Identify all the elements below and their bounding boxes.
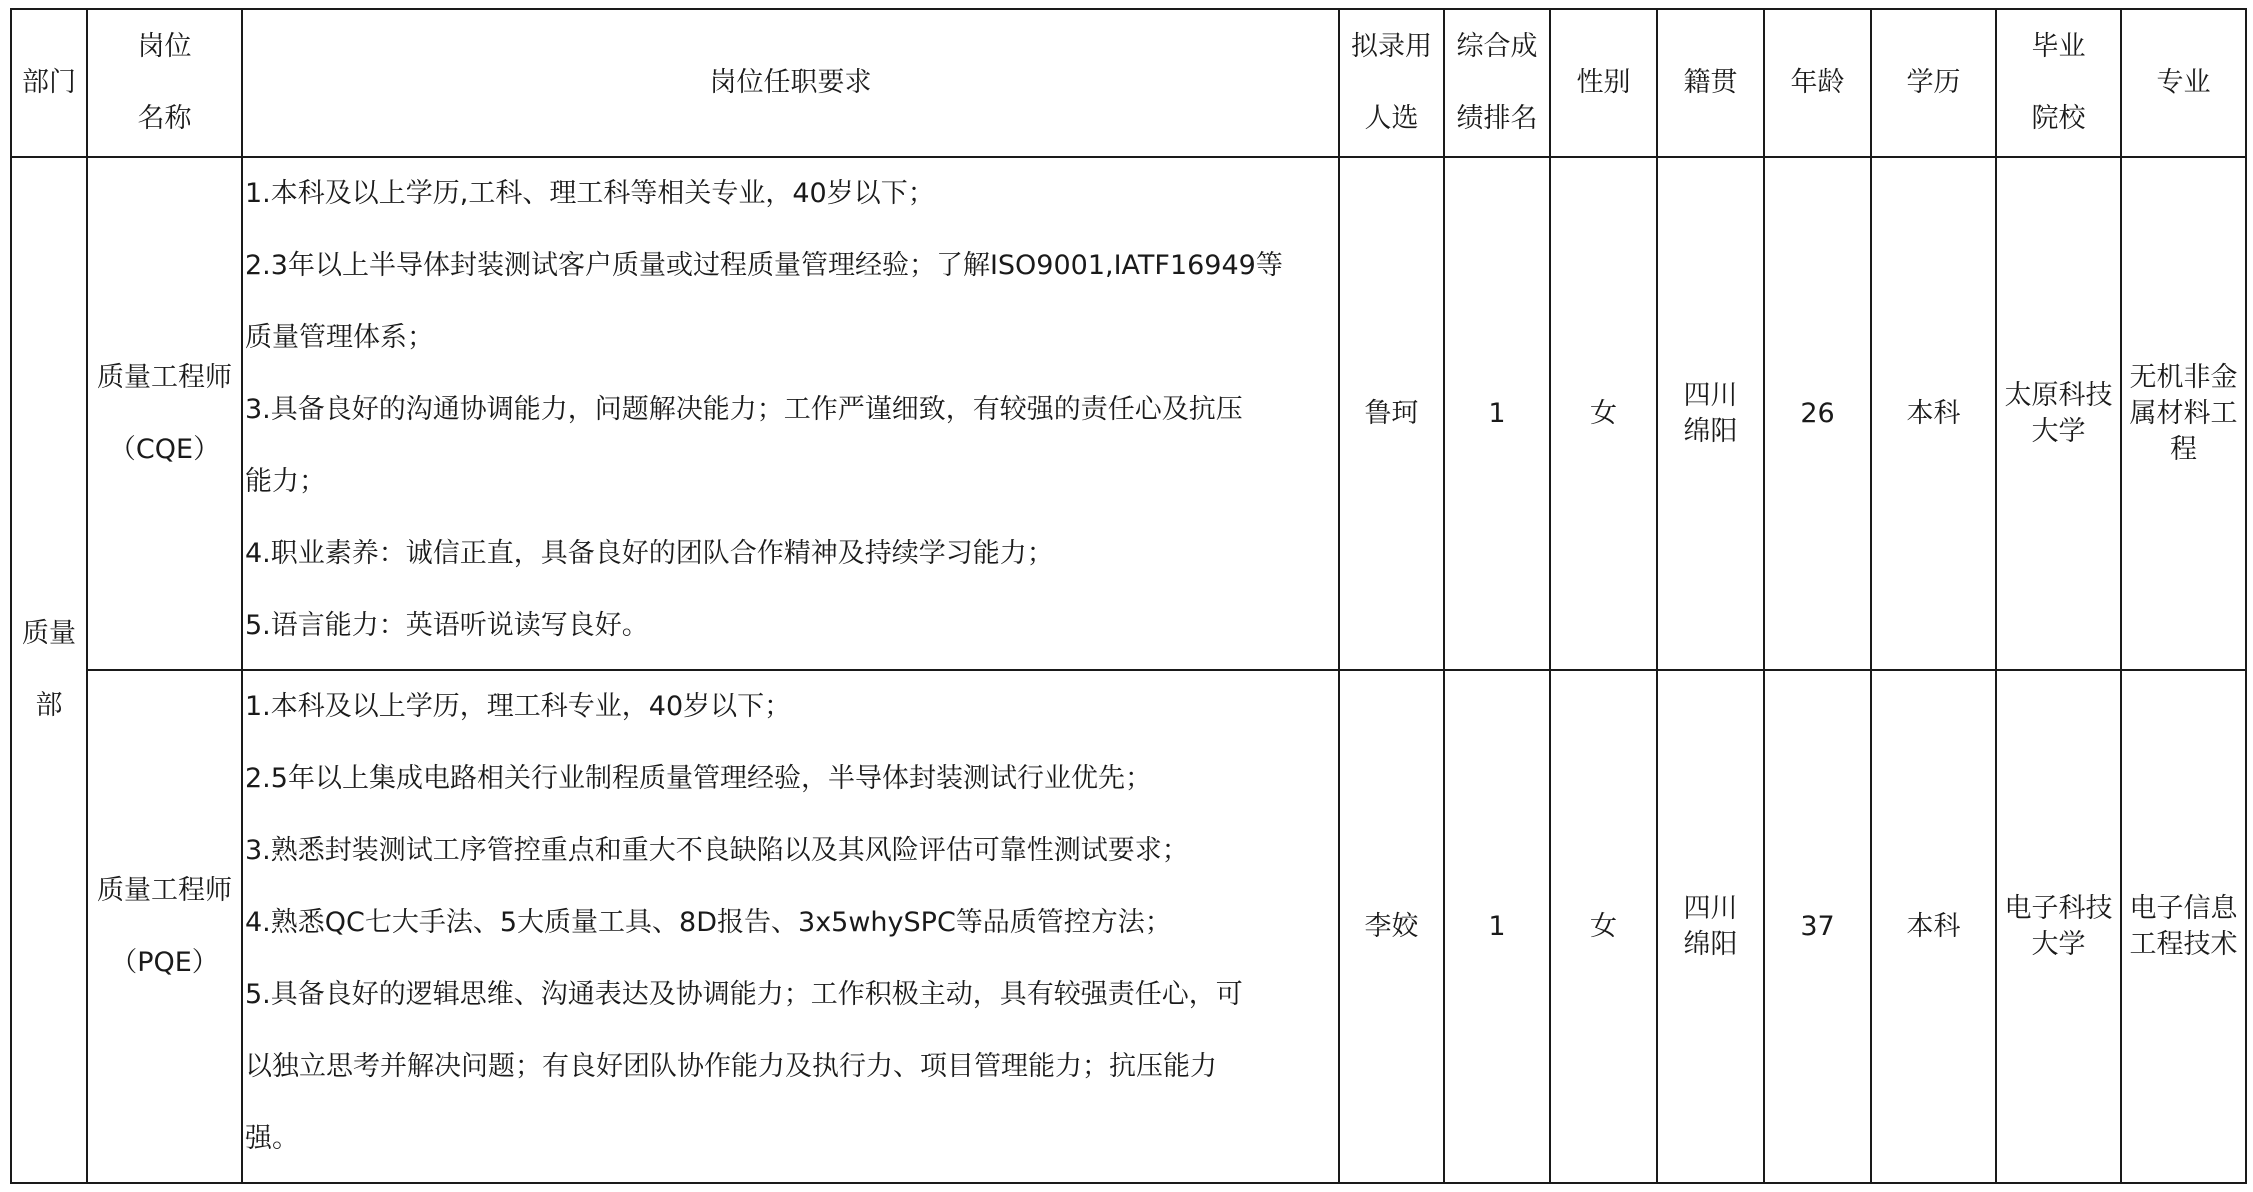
- age-cell: 37: [1764, 670, 1871, 1183]
- requirement-line: 强。: [245, 1123, 299, 1154]
- requirement-line: 质量管理体系；: [245, 322, 434, 353]
- department-cell: 质量 部: [11, 157, 87, 1183]
- requirement-line: 2.5年以上集成电路相关行业制程质量管理经验，半导体封装测试行业优先；: [245, 763, 1152, 794]
- header-major: 专业: [2121, 9, 2246, 157]
- position-cell: 质量工程师 （CQE）: [87, 157, 242, 670]
- education-cell: 本科: [1871, 670, 1996, 1183]
- header-requirements: 岗位任职要求: [242, 9, 1339, 157]
- education-cell: 本科: [1871, 157, 1996, 670]
- requirement-line: 3.具备良好的沟通协调能力，问题解决能力；工作严谨细致，有较强的责任心及抗压: [245, 394, 1243, 425]
- header-dept: 部门: [11, 9, 87, 157]
- major-cell: 电子信息 工程技术: [2121, 670, 2246, 1183]
- requirement-line: 1.本科及以上学历，理工科专业，40岁以下；: [245, 691, 792, 722]
- recruitment-table-page: [10, 8, 2247, 1184]
- candidate-cell: 鲁珂: [1339, 157, 1444, 670]
- requirement-line: 5.语言能力：英语听说读写良好。: [245, 610, 649, 641]
- requirement-line: 2.3年以上半导体封装测试客户质量或过程质量管理经验；了解ISO9001,IATF16949等: [245, 250, 1283, 281]
- header-age: 年龄: [1764, 9, 1871, 157]
- requirements-list: [243, 671, 1338, 1175]
- requirement-line: 5.具备良好的逻辑思维、沟通表达及协调能力；工作积极主动，具有较强责任心，可: [245, 979, 1243, 1010]
- origin-cell: 四川 绵阳: [1657, 670, 1764, 1183]
- requirements-list: [243, 158, 1338, 662]
- candidate-cell: 李姣: [1339, 670, 1444, 1183]
- requirement-line: 以独立思考并解决问题；有良好团队协作能力及执行力、项目管理能力；抗压能力: [245, 1051, 1217, 1082]
- origin-cell: 四川 绵阳: [1657, 157, 1764, 670]
- header-school: 毕业 院校: [1996, 9, 2121, 157]
- school-cell: 太原科技 大学: [1996, 157, 2121, 670]
- major-cell: 无机非金 属材料工 程: [2121, 157, 2246, 670]
- gender-cell: 女: [1550, 157, 1657, 670]
- requirements-cell: [242, 670, 1339, 1183]
- header-education: 学历: [1871, 9, 1996, 157]
- recruitment-table: [10, 8, 2247, 1184]
- header-rank: 综合成 绩排名: [1444, 9, 1550, 157]
- header-gender: 性别: [1550, 9, 1657, 157]
- requirements-cell: [242, 157, 1339, 670]
- rank-cell: 1: [1444, 670, 1550, 1183]
- table-row: [11, 157, 2246, 670]
- gender-cell: 女: [1550, 670, 1657, 1183]
- requirement-line: 4.职业素养：诚信正直，具备良好的团队合作精神及持续学习能力；: [245, 538, 1054, 569]
- requirement-line: 4.熟悉QC七大手法、5大质量工具、8D报告、3x5whySPC等品质管控方法；: [245, 907, 1172, 938]
- rank-cell: 1: [1444, 157, 1550, 670]
- requirement-line: 能力；: [245, 466, 326, 497]
- requirement-line: 1.本科及以上学历,工科、理工科等相关专业，40岁以下；: [245, 178, 935, 209]
- table-row: [11, 670, 2246, 1183]
- header-origin: 籍贯: [1657, 9, 1764, 157]
- header-candidate: 拟录用 人选: [1339, 9, 1444, 157]
- school-cell: 电子科技 大学: [1996, 670, 2121, 1183]
- requirement-line: 3.熟悉封装测试工序管控重点和重大不良缺陷以及其风险评估可靠性测试要求；: [245, 835, 1189, 866]
- age-cell: 26: [1764, 157, 1871, 670]
- header-row: [11, 9, 2246, 157]
- position-cell: 质量工程师 （PQE）: [87, 670, 242, 1183]
- header-position-name: 岗位 名称: [87, 9, 242, 157]
